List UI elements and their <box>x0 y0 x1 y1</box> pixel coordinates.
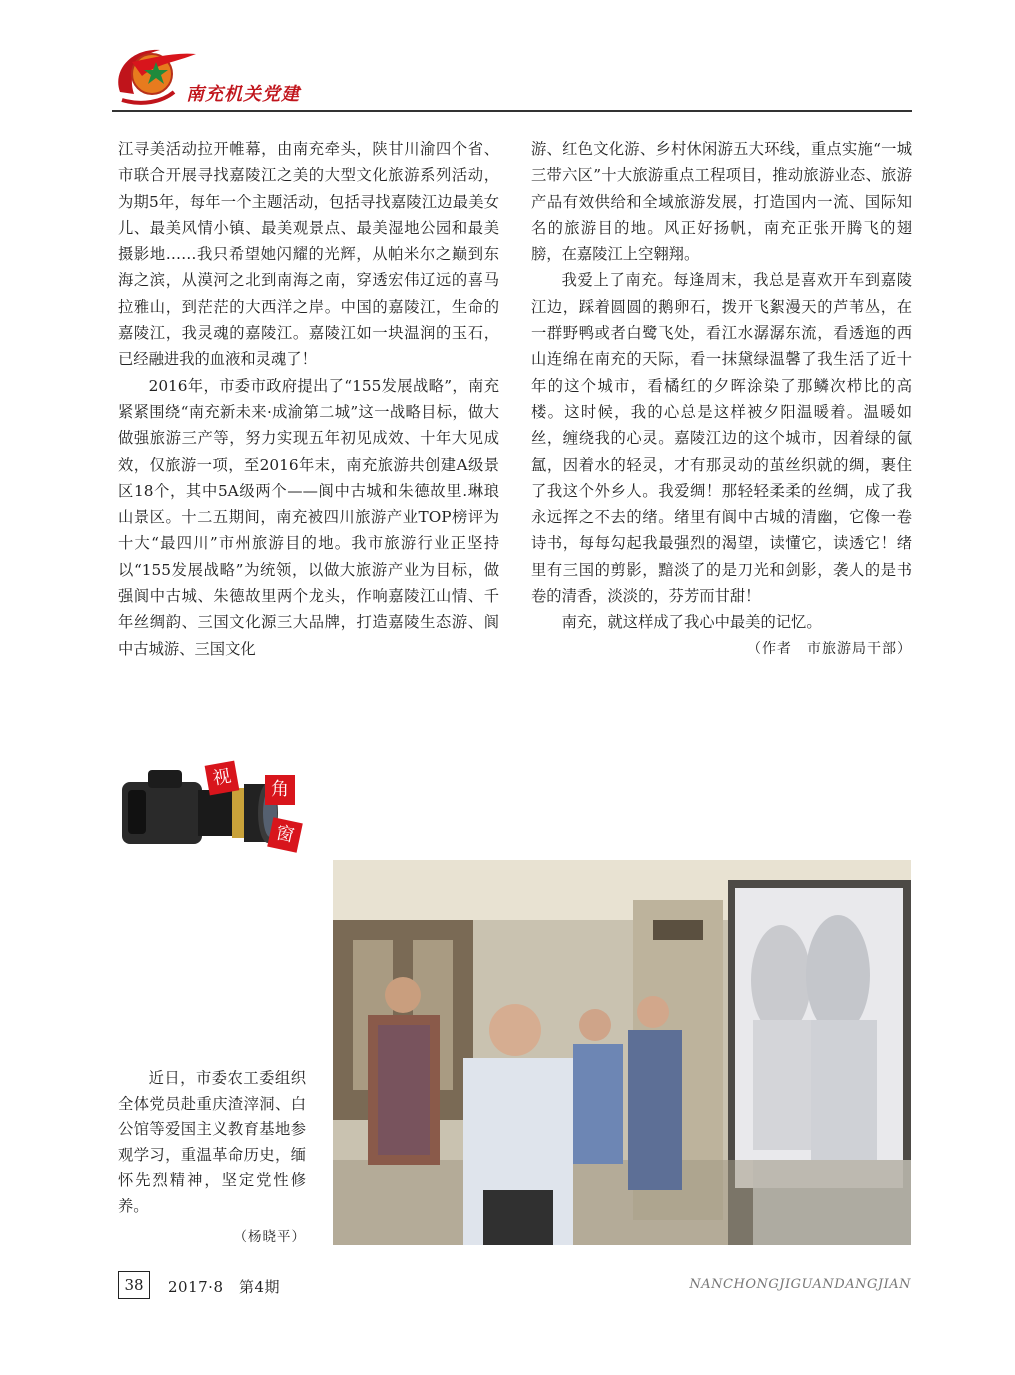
article-left-column <box>118 136 499 662</box>
article-paragraph: 游、红色文化游、乡村休闲游五大环线，重点实施“一城三带六区”十大旅游重点工程项目，推动旅游业态、旅游产品有效供给和全域旅游发展，打造国内一流、国际知名的旅游目的地。风正好扬帆，南充正张开腾飞的翅膀，在嘉陵江上空翱翔。 <box>531 140 912 264</box>
photo-credit: （杨晓平） <box>233 1229 306 1245</box>
magazine-title: 南充机关党建 <box>186 84 300 105</box>
museum-visit-photo <box>333 860 911 1245</box>
magazine-name-english: NANCHONGJIGUANDANGJIAN <box>689 1277 911 1292</box>
article-right-column <box>531 136 912 662</box>
section-badge-chuang: 窗 <box>267 817 303 853</box>
article-paragraph: 2016年，市委市政府提出了“155发展战略”，南充紧紧围绕“南充新未来·成渝第二城”这一战略目标，做大做强旅游三产等，努力实现五年初见成效、十年大见成效，仅旅游一项，至2016年末，南充旅游共创建A级景区18个，其中5A级两个——阆中古城和朱德故里.琳琅山景区。十二五期间，南充被四川旅游产业TOP榜评为十大“最四川”市州旅游目的地。我市旅游行业正坚持以“155发展战略”为统领，以做大旅游产业为目标，做强阆中古城、朱德故里两个龙头，作响嘉陵江山情、千年丝绸韵、三国文化源三大品牌，打造嘉陵生态游、阆中古城游、三国文化 <box>118 376 499 658</box>
header-divider <box>112 110 912 112</box>
photo-caption <box>118 1066 306 1251</box>
article-paragraph: 我爱上了南充。每逢周末，我总是喜欢开车到嘉陵江边，踩着圆圆的鹅卵石，拨开飞絮漫天的芦苇丛，在一群野鸭或者白鹭飞处，看江水潺潺东流，看透迤的西山连绵在南充的天际，看一抹黛绿温馨了我生活了近十年的这个城市，看橘红的夕晖涂染了那鳞次栉比的高楼。这时候，我的心总是这样被夕阳温暖着。温暖如丝，缠绕我的心灵。嘉陵江边的这个城市，因着绿的氤氲，因着水的轻灵，才有那灵动的茧丝织就的绸，裹住了我这个外乡人。我爱绸！那轻轻柔柔的丝绸，成了我永远挥之不去的绪。绪里有阆中古城的清幽，它像一卷诗书，每每勾起我最强烈的渴望，读懂它，读透它！绪里有三国的剪影，黯淡了的是刀光和剑影，袭人的是书卷的清香，淡淡的，芬芳而甘甜！ <box>531 271 912 606</box>
author-byline: （作者 市旅游局干部） <box>747 640 912 657</box>
article-paragraph: 江寻美活动拉开帷幕，由南充牵头，陕甘川渝四个省、市联合开展寻找嘉陵江之美的大型文化旅游系列活动，为期5年，每年一个主题活动，包括寻找嘉陵江边最美女儿、最美风情小镇、最美观景点、最美湿地公园和最美摄影地……我只希望她闪耀的光辉，从帕米尔之巅到东海之滨，从漠河之北到南海之南，穿透宏伟辽远的喜马拉雅山，到茫茫的大西洋之岸。中国的嘉陵江，生命的嘉陵江，我灵魂的嘉陵江。嘉陵江如一块温润的玉石，已经融进我的血液和灵魂了！ <box>118 140 499 369</box>
caption-text: 近日，市委农工委组织全体党员赴重庆渣滓洞、白公馆等爱国主义教育基地参观学习，重温革命历史，缅怀先烈精神，坚定党性修养。 <box>118 1069 306 1215</box>
news-photo <box>333 860 911 1245</box>
section-badge-jiao: 角 <box>265 775 295 805</box>
article-paragraph: 南充，就这样成了我心中最美的记忆。 <box>561 613 822 632</box>
page-number: 38 <box>118 1271 150 1299</box>
issue-info: 2017·8 第4期 <box>168 1278 281 1296</box>
section-badge-shi: 视 <box>205 761 240 796</box>
